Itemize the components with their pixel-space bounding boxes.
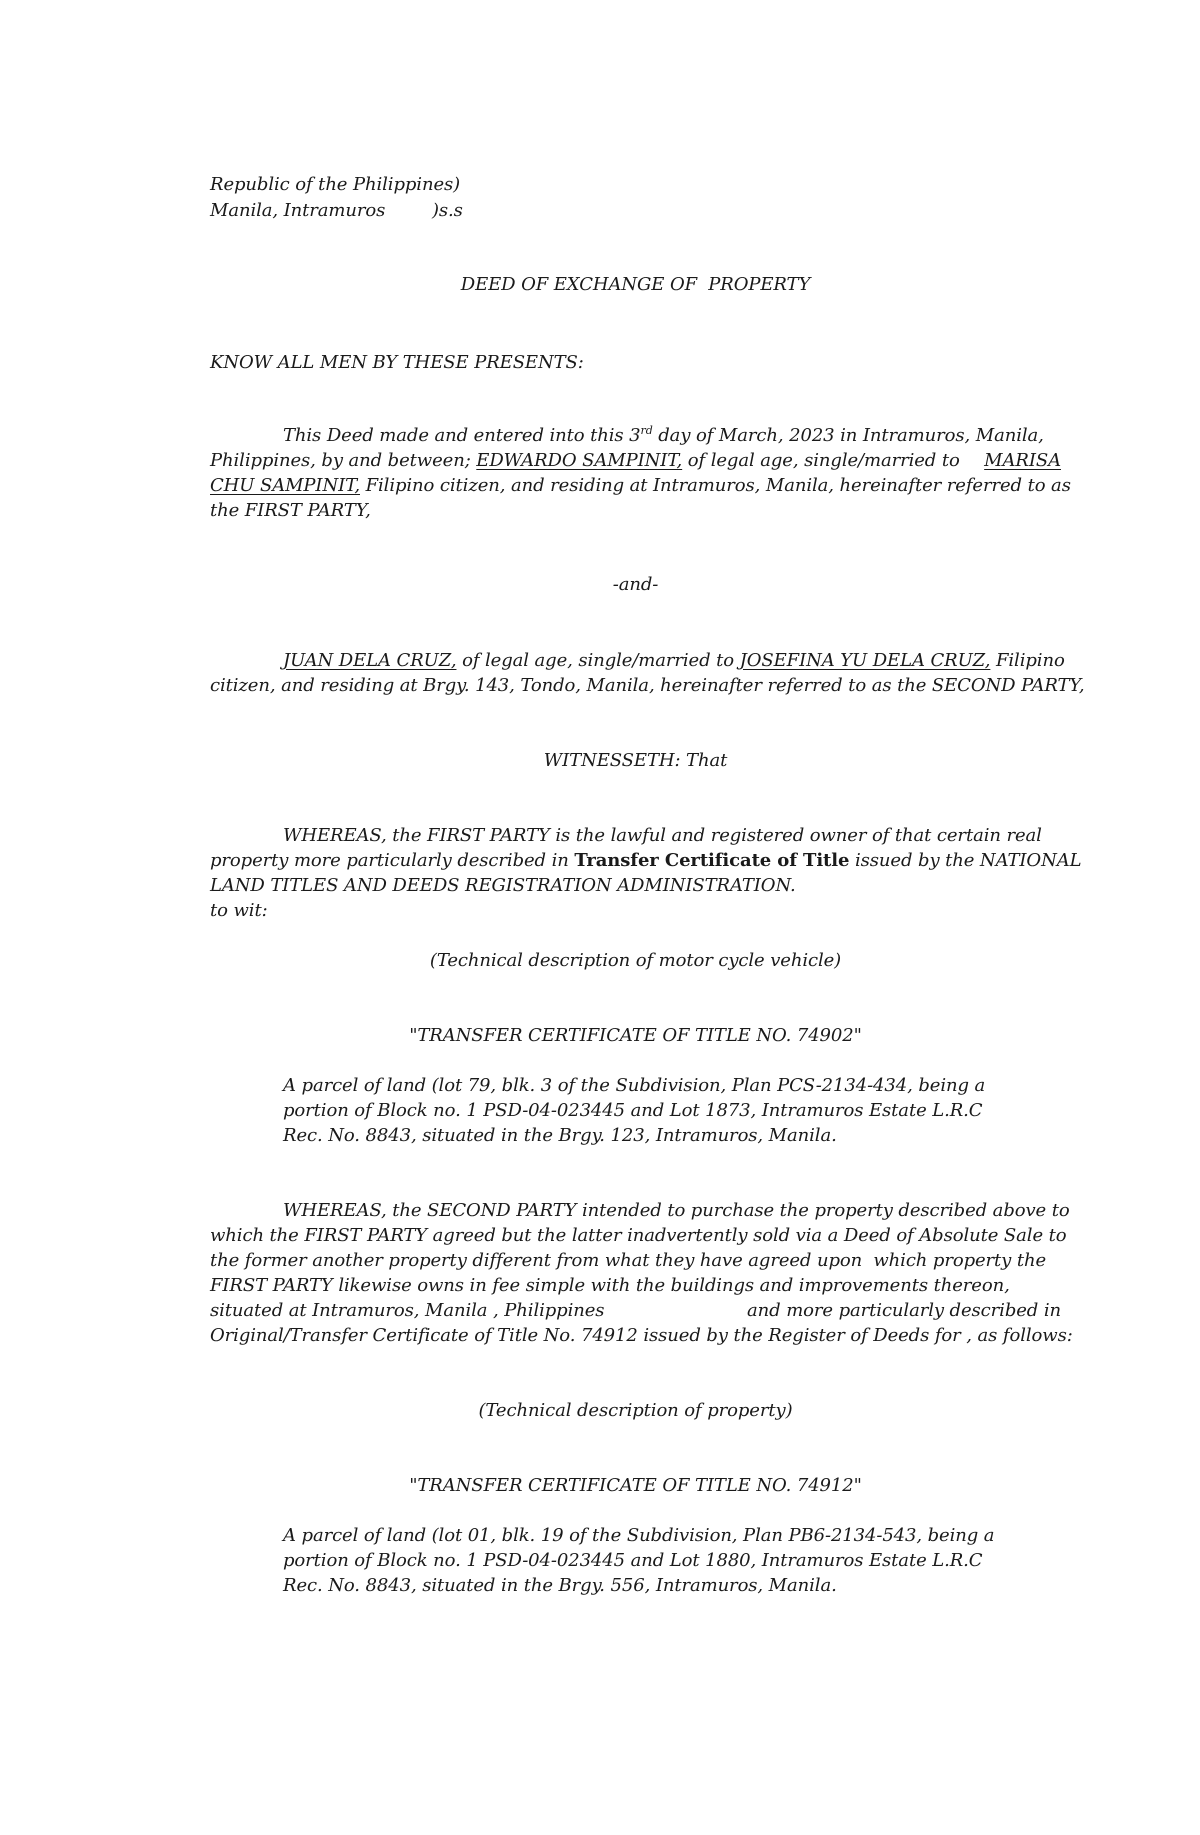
whereas2-line-2: which the FIRST PARTY agreed but the latter inadvertently sold via a Deed of Absolute Sale to [210,1225,1067,1246]
intro-text [283,423,1044,448]
whereas2-line-3: the former another property different from what they have agreed upon which property the [210,1250,1047,1271]
second-party-line-2: citizen, and residing at Brgy. 143, Tondo, Manila, hereinafter referred to as the SECOND PARTY, [210,675,1085,696]
venue-line-2 [210,198,463,223]
salutation: KNOW ALL MEN BY THESE PRESENTS: [210,352,584,373]
whereas1-issuer: issued by the NATIONAL [849,850,1082,871]
parcel1-line-3: Rec. No. 8843, situated in the Brgy. 123, Intramuros, Manila. [283,1125,837,1146]
whereas1-line-3: LAND TITLES AND DEEDS REGISTRATION ADMINISTRATION. [210,875,796,896]
intro-line-3 [210,473,1071,498]
whereas2-line-4 [210,1273,1061,1298]
parcel2-line-3: Rec. No. 8843, situated in the Brgy. 556, Intramuros, Manila. [283,1575,837,1596]
tct-heading-1: "TRANSFER CERTIFICATE OF TITLE NO. 74902" [409,1025,862,1046]
whereas1-text: WHEREAS, the FIRST PARTY is the lawful and registered owner of that certain real [283,825,1042,846]
tct-bold-label: Transfer Certificate of Title [574,850,850,871]
intro-civil-status: of legal age, single/married to [682,450,966,471]
whereas2-line-5 [210,1298,1061,1323]
first-party-spouse-first: MARISA [984,450,1061,471]
venue-country: Republic of the Philippines) [210,174,461,195]
intro-date-end: day of March, 2023 in Intramuros, Manila, [652,425,1044,446]
first-party-spouse-last: CHU SAMPINIT, [210,475,360,496]
parcel1-line-1: A parcel of land (lot 79, blk. 3 of the Subdivision, Plan PCS-2134-434, being a [283,1075,986,1096]
witnesseth-heading: WITNESSETH: That [543,750,728,771]
intro-residence: Filipino citizen, and residing at Intramuros, Manila, hereinafter referred to as [360,475,1071,496]
whereas2-line-6: Original/Transfer Certificate of Title No. 74912 issued by the Register of Deeds for , as follows: [210,1325,1073,1346]
whereas1-title-ref [210,848,1081,873]
second-party-name: JUAN DELA CRUZ, [283,650,457,671]
intro-parties [210,448,965,473]
intro-date-start: This Deed made and entered into this 3 [283,425,641,446]
whereas1-described: property more particularly described in [210,850,575,871]
intro-line-4: the FIRST PARTY, [210,500,371,521]
technical-description-1: (Technical description of motor cycle vehicle) [429,950,842,971]
whereas2-location: situated at Intramuros, Manila , Philippines [210,1300,605,1321]
deed-title: DEED OF EXCHANGE OF PROPERTY [460,274,811,295]
second-party-spouse: JOSEFINA YU DELA CRUZ, [739,650,991,671]
venue-place: Manila, Intramuros [210,200,386,221]
whereas2-text-1: WHEREAS, the SECOND PARTY intended to purchase the property described above to [283,1200,1070,1221]
second-party-status: of legal age, single/married to [456,650,740,671]
ordinal-suffix: rd [640,424,653,437]
whereas1-line-1 [283,823,1061,848]
parcel2-line-2: portion of Block no. 1 PSD-04-023445 and Lot 1880, Intramuros Estate L.R.C [283,1550,983,1571]
intro-line-2 [210,448,1061,473]
second-party-line-1 [283,648,1065,673]
whereas1-line-2 [210,848,1082,873]
second-party-text [283,648,1065,673]
venue-ss: )s.s [432,200,463,221]
parcel1-line-2: portion of Block no. 1 PSD-04-023445 and Lot 1873, Intramuros Estate L.R.C [283,1100,983,1121]
intro-line-1 [283,423,1061,448]
whereas2-line-1 [283,1198,1070,1223]
parcel2-line-1: A parcel of land (lot 01, blk. 19 of the Subdivision, Plan PB6-2134-543, being a [283,1525,995,1546]
whereas2-described: and more particularly described in [747,1300,1061,1321]
intro-between: Philippines, by and between; [210,450,477,471]
whereas2-text-4: FIRST PARTY likewise owns in fee simple with the buildings and improvements thereon, [210,1275,1010,1296]
second-party-citizenship: Filipino [990,650,1065,671]
tct-heading-2: "TRANSFER CERTIFICATE OF TITLE NO. 74912" [409,1475,862,1496]
whereas1-line-4: to wit: [210,900,268,921]
and-separator: -and- [612,574,659,595]
technical-description-2: (Technical description of property) [478,1400,793,1421]
first-party-name: EDWARDO SAMPINIT, [476,450,683,471]
venue-line-1 [210,172,460,197]
